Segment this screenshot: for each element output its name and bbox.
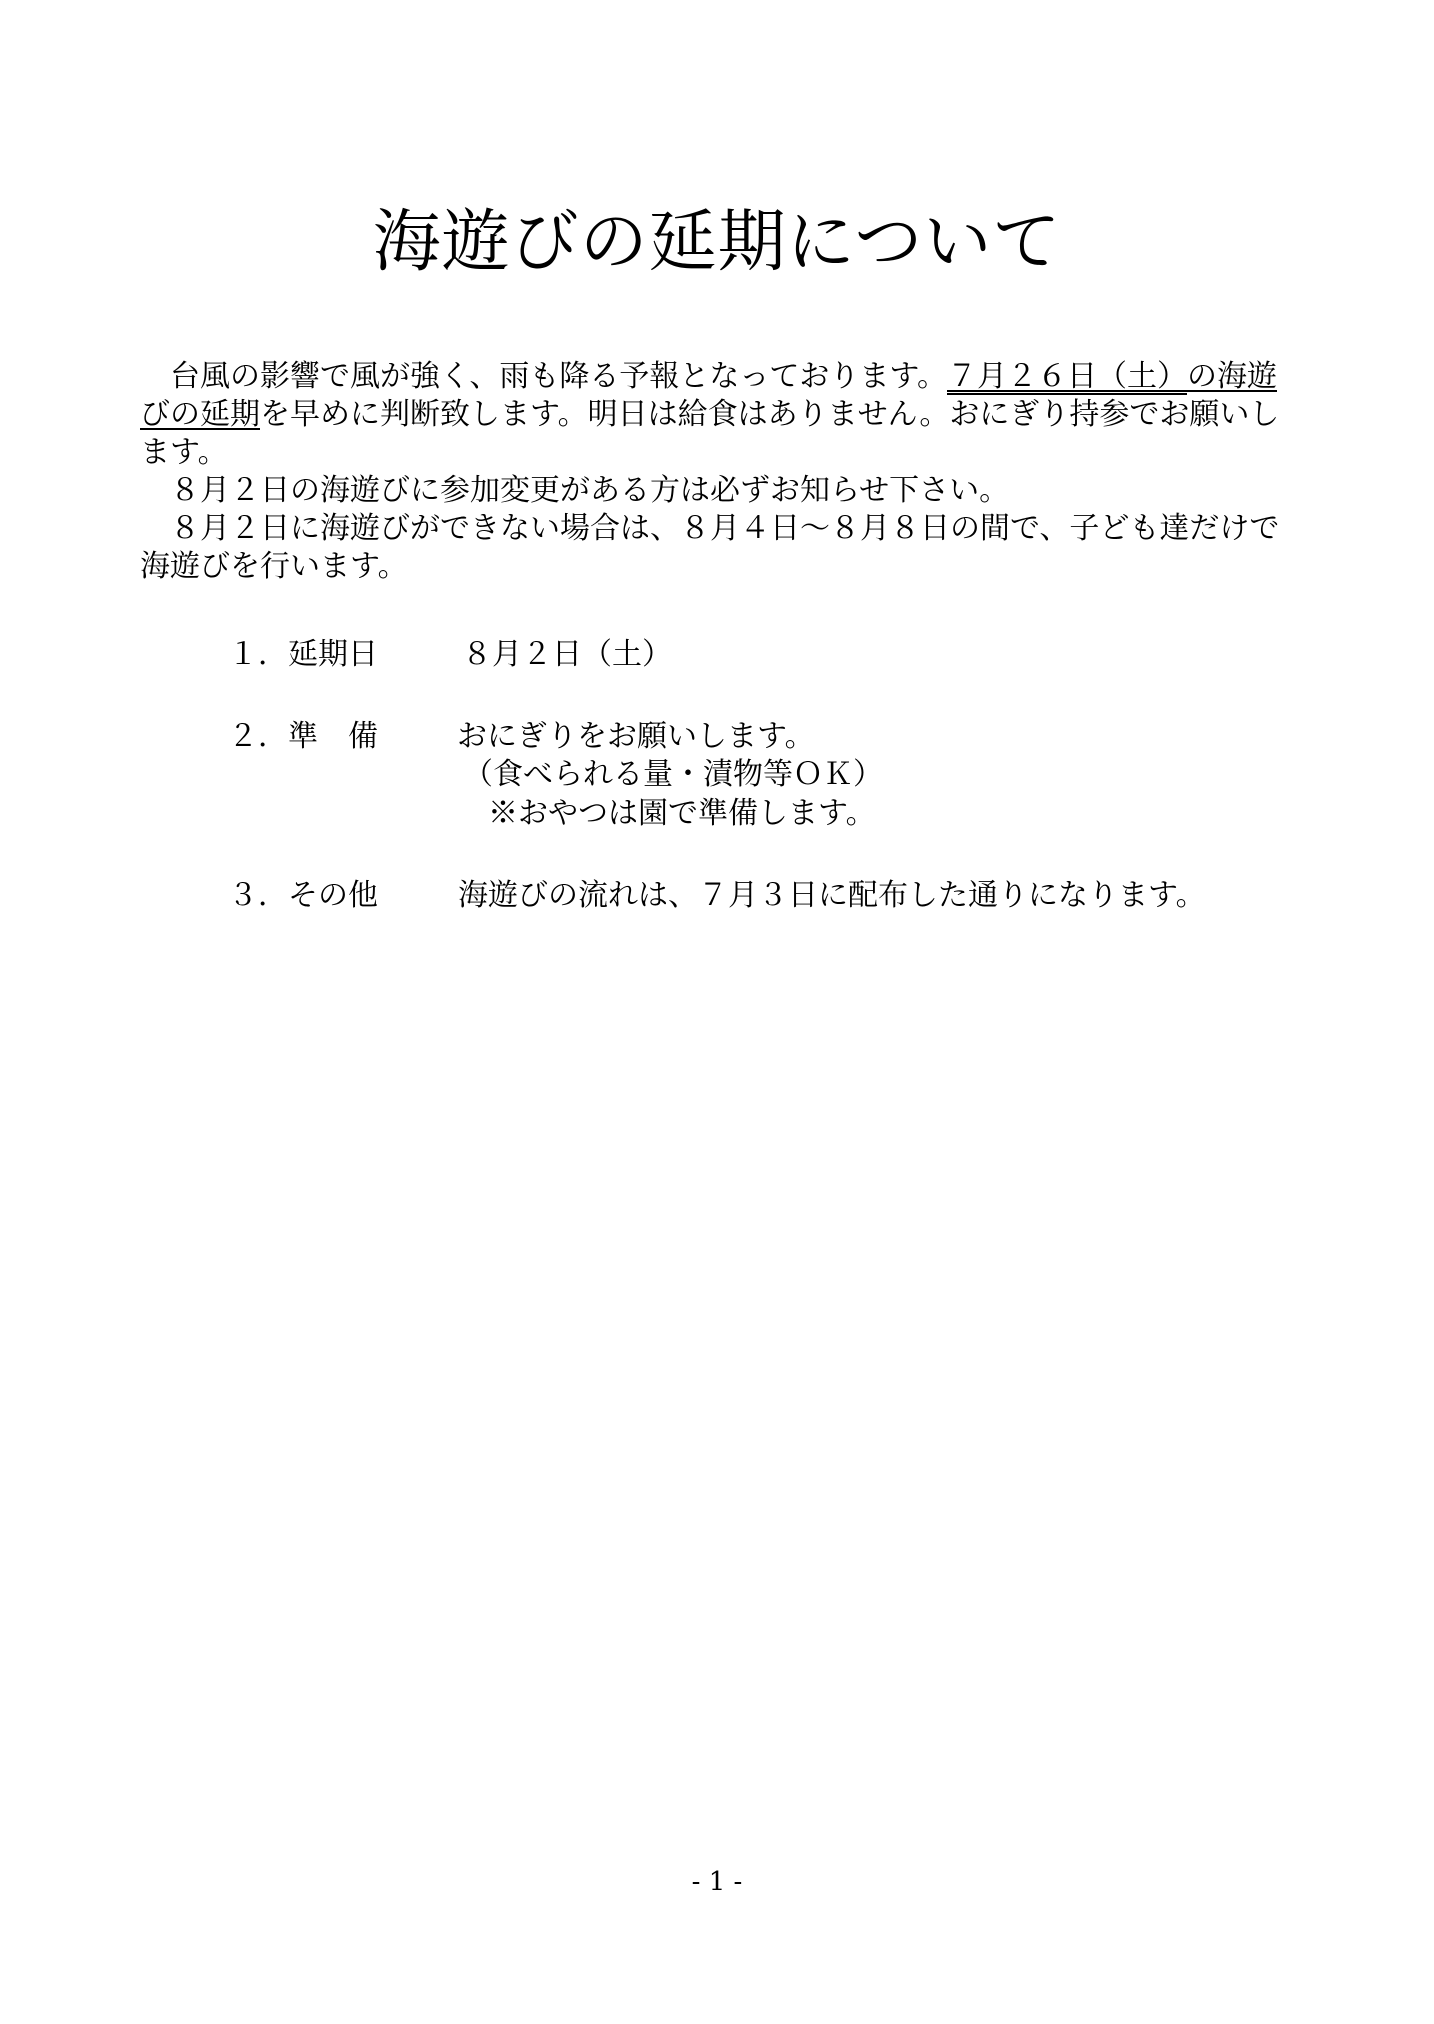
document-body bbox=[140, 358, 1300, 586]
item-2-sub2: ※おやつは園で準備します。 bbox=[488, 796, 876, 831]
paragraph-rest: を早めに判断致します。明日は給食はありません。おにぎり持参でお願いします。 bbox=[140, 397, 1280, 470]
paragraph-lead: 台風の影響で風が強く、雨も降る予報となっております。 bbox=[170, 359, 947, 394]
item-3-label: ３．その他 bbox=[228, 878, 378, 913]
document-title: 海遊びの延期について bbox=[372, 203, 1062, 282]
item-1-value: ８月２日（土） bbox=[462, 637, 672, 672]
item-2-value: おにぎりをお願いします。 bbox=[457, 719, 815, 754]
item-3-value: 海遊びの流れは、７月３日に配布した通りになります。 bbox=[458, 878, 1206, 913]
page-number: - 1 - bbox=[691, 1867, 743, 1897]
paragraph-participation-change: ８月２日の海遊びに参加変更がある方は必ずお知らせ下さい。 bbox=[170, 473, 1010, 508]
item-2-label: ２．準 備 bbox=[228, 719, 378, 754]
postponed-event: の海遊びの延期 bbox=[140, 359, 1277, 432]
item-1-label: １．延期日 bbox=[228, 637, 378, 672]
paragraph-alternative-dates: ８月２日に海遊びができない場合は、８月４日～８月８日の間で、子ども達だけで海遊びを行います。 bbox=[140, 511, 1280, 584]
paragraph-typhoon-notice bbox=[140, 358, 1300, 472]
postponed-date: ７月２６日（土） bbox=[947, 359, 1187, 394]
item-2-sub1: （食べられる量・漬物等ＯＫ） bbox=[463, 757, 883, 792]
